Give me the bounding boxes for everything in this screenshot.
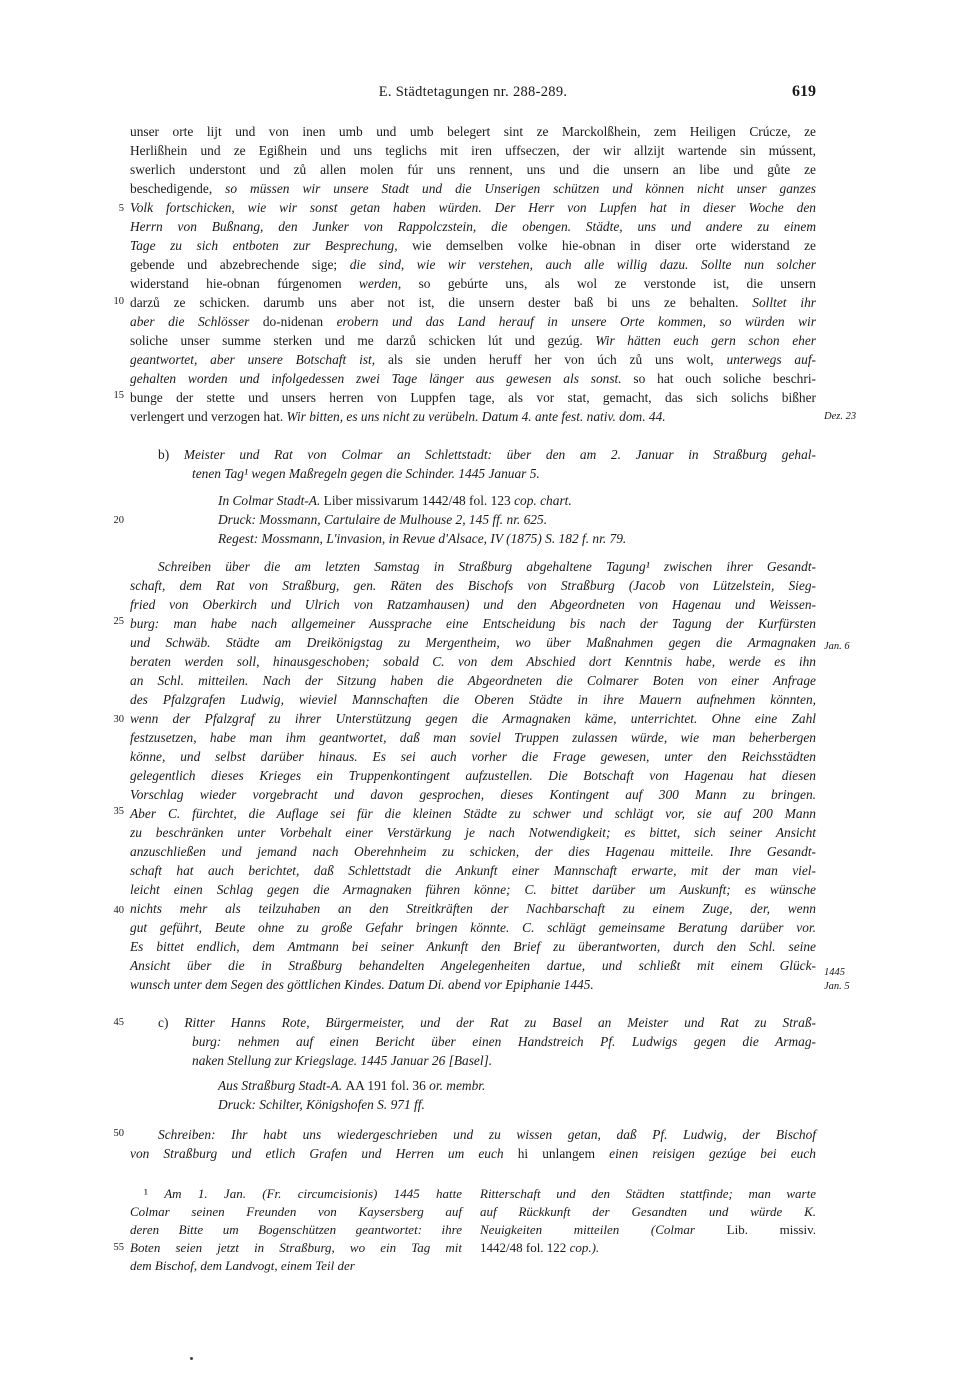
- section-heading: burg: nehmen auf einen Bericht über einen Handstreich Pf. Ludwigs gegen die Armag-: [192, 1034, 816, 1049]
- footnote-line: ¹ Am 1. Jan. (Fr. circumcisionis) 1445 hatte: [144, 1186, 462, 1201]
- line-number: 20: [113, 515, 124, 526]
- summary-line: Aber C. fürchtet, die Auflage sei für die kleinen Städte zu schwer und schlägt vor, sie auf 200 Mann: [130, 806, 816, 821]
- text-line: verlengert und verzogen hat. Wir bitten, es uns nicht zu verübeln. Datum 4. ante fest. nativ. dom. 44.: [130, 409, 666, 424]
- line-number: 50: [113, 1128, 124, 1139]
- line-number: 25: [113, 616, 124, 627]
- text-line: gehalten worden und infolgedessen zwei Tage länger aus gewesen als sonst. so hat ouch soliche beschri-: [130, 371, 816, 386]
- margin-date-note: Dez. 23: [824, 411, 857, 422]
- summary-line: fried von Oberkirch und Ulrich von Ratzamhausen) und den Abgeordneten von Hagenau und Weissen-: [130, 597, 816, 612]
- margin-year-note: 1445: [824, 967, 845, 978]
- section-heading: c) Ritter Hanns Rote, Bürgermeister, und der Rat zu Basel an Meister und Rat zu Straß-: [158, 1015, 816, 1030]
- text-line: Schreiben: Ihr habt uns wiedergeschrieben und zu wissen getan, daß Pf. Ludwig, der Bischof: [158, 1127, 816, 1142]
- summary-line: schaft hat auch berichtet, daß Schlettstadt die Ankunft einer Mannschaft erwarte, mit der man viel-: [130, 863, 816, 878]
- text-line: Tage zu sich entboten zur Besprechung, wie demselben volke hie-obnan in diser orte widerstand ze: [130, 238, 816, 253]
- text-line: bunge der stette und unsers herren von Luppfen tage, als vor stat, gemacht, das sich solichs bißher: [130, 390, 816, 405]
- footnote-line: Ritterschaft und den Städten stattfinde; man warte: [480, 1186, 816, 1201]
- summary-line: burg: man habe nach allgemeiner Aussprache eine Entscheidung bis nach der Tagung der Kurfürsten: [130, 616, 816, 631]
- print-speck: [190, 1357, 193, 1360]
- section-heading: b) Meister und Rat von Colmar an Schlettstadt: über den am 2. Januar in Straßburg gehal-: [158, 447, 816, 462]
- section-heading: naken Stellung zur Kriegslage. 1445 Januar 26 [Basel].: [192, 1053, 493, 1068]
- summary-line: Schreiben über die am letzten Samstag in Straßburg abgehaltene Tagung¹ zwischen ihrer Gesandt-: [158, 559, 816, 574]
- line-number: 10: [113, 296, 124, 307]
- text-line: unser orte lijt und von inen umb und umb belegert sint ze Marckolßhein, zem Heiligen Crúcze, ze: [130, 124, 816, 139]
- margin-date-note: Jan. 6: [824, 641, 850, 652]
- summary-line: Vorschlag wieder vorgebracht und davon gesprochen, dieses Kontingent auf 300 Mann zu bringen.: [130, 787, 816, 802]
- text-line: von Straßburg und etlich Grafen und Herren um euch hi unlangem einen reisigen gezúge bei euch: [130, 1146, 816, 1161]
- line-number: 45: [113, 1017, 124, 1028]
- footnote-line: Neuigkeiten mitteilen (Colmar Lib. missiv.: [480, 1222, 816, 1237]
- text-line: Herlißhein und ze Egißhein und uns teglichs mit iren uffseczen, der wir allzijt wartende sin mússent,: [130, 143, 816, 158]
- footnote-line: Boten seien jetzt in Straßburg, wo ein Tag mit: [130, 1240, 462, 1255]
- page-number: 619: [792, 83, 816, 100]
- source-line: Druck: Schilter, Königshofen S. 971 ff.: [218, 1097, 425, 1112]
- summary-line: wunsch unter dem Segen des göttlichen Kindes. Datum Di. abend vor Epiphanie 1445.: [130, 977, 594, 992]
- summary-line: und Schwäb. Städte am Dreikönigstag zu Mergentheim, wo über Maßnahmen gegen die Armagnaken: [130, 635, 816, 650]
- text-line: Herrn von Bußnang, den Junker von Rappolczstein, die obengen. Städte, uns und andere zu einem: [130, 219, 816, 234]
- text-line: Volk fortschicken, wie wir sonst getan haben würden. Der Herr von Lupfen hat in dieser Woche den: [130, 200, 816, 215]
- running-header: [130, 84, 816, 106]
- text-line: darzů ze schicken. darumb uns aber not ist, die unsern dester baß bi uns ze behalten. Solltet ihr: [130, 295, 816, 310]
- source-line: Aus Straßburg Stadt-A. AA 191 fol. 36 or. membr.: [218, 1078, 486, 1093]
- summary-line: des Pfalzgrafen Ludwig, wieviel Mannschaften die Oberen Städte in ihre Mauern aufnehmen könnten,: [130, 692, 816, 707]
- summary-line: Es bittet endlich, dem Amtmann bei seiner Ankunft den Brief zu überantworten, durch den Schl. seine: [130, 939, 816, 954]
- text-line: gebende und abzebrechende sige; die sind, wie wir verstehen, auch alle willig dazu. Sollte nun solcher: [130, 257, 817, 272]
- line-number: 35: [113, 806, 124, 817]
- footnote-line: auf Rückkunft der Gesandten und würde K.: [480, 1204, 816, 1219]
- summary-line: Ansicht über die in Straßburg behandelten Angelegenheiten dartue, und schließt mit einem Glück-: [130, 958, 816, 973]
- source-line: In Colmar Stadt-A. Liber missivarum 1442/48 fol. 123 cop. chart.: [218, 493, 572, 508]
- footnote-line: dem Bischof, dem Landvogt, einem Teil der: [130, 1258, 355, 1273]
- line-number: 40: [113, 905, 124, 916]
- summary-line: gut geführt, Beute ohne zu große Gefahr bringen könnte. C. schlägt gemeinsame Beratung darüber vor.: [130, 920, 816, 935]
- source-line: Druck: Mossmann, Cartulaire de Mulhouse 2, 145 ff. nr. 625.: [218, 512, 548, 527]
- summary-line: könne, und selbst darüber hinaus. Es sei auch vorher die Frage gewesen, unter den Reichsstädten: [130, 749, 816, 764]
- summary-line: wenn der Pfalzgraf zu ihrer Unterstützung gegen die Armagnaken käme, unterrichtet. Ohne eine Zahl: [130, 711, 816, 726]
- summary-line: zu beschränken unter Vorbehalt einer Verstärkung je nach Notwendigkeit; es bittet, sich seiner Ansicht: [130, 825, 816, 840]
- summary-line: anzuschließen und jemand nach Oberehnheim zu schicken, der dies Hagenau mitteile. Ihre Gesandt-: [130, 844, 816, 859]
- summary-line: schaft, dem Rat von Straßburg, gen. Räten des Bischofs von Straßburg (Jacob von Lützelstein, Sieg-: [130, 578, 816, 593]
- text-line: widerstand hie-obnan fúrgenomen werden, so gebúrte uns, als wol ze verstonde ist, die unsern: [130, 276, 816, 291]
- running-title: E. Städtetagungen nr. 288-289.: [378, 84, 568, 100]
- text-line: soliche unser summe sterken und me darzů schicken lút und gezúg. Wir hätten euch gern schon eher: [130, 333, 816, 348]
- summary-line: festzusetzen, habe man ihm geantwortet, daß man soviel Truppen zulassen würde, wie man beherbergen: [130, 730, 816, 745]
- summary-line: gelegentlich dieses Krieges ein Truppenkontingent aufzustellen. Die Botschaft von Hagenau hat diesen: [130, 768, 816, 783]
- section-heading: tenen Tag¹ wegen Maßregeln gegen die Schinder. 1445 Januar 5.: [192, 466, 540, 481]
- source-line: Regest: Mossmann, L'invasion, in Revue d'Alsace, IV (1875) S. 182 f. nr. 79.: [218, 531, 627, 546]
- line-number: 30: [113, 714, 124, 725]
- text-line: swerlich understont und zů allen molen fúr uns rennent, uns und die unsern an libe und gůte ze: [130, 162, 816, 177]
- summary-line: an Schl. mitteilen. Nach der Sitzung haben die Abgeordneten die Colmarer Boten von einer Anfrage: [130, 673, 816, 688]
- text-line: beschedigende, so müssen wir unsere Stadt und die Unserigen schützen und können nicht unser ganzes: [130, 181, 816, 196]
- footnote-line: 1442/48 fol. 122 cop.).: [480, 1240, 600, 1255]
- margin-date-note: Jan. 5: [824, 981, 850, 992]
- summary-line: nichts mehr als teilzuhaben an den Streitkräften der Nachbarschaft zu einem Zuge, der, wenn: [130, 901, 816, 916]
- line-number: 55: [113, 1242, 124, 1253]
- text-line: aber die Schlösser do-nidenan erobern und das Land herauf in unsere Orte kommen, so würden wir: [130, 314, 816, 329]
- text-line: geantwortet, aber unsere Botschaft ist, als sie unden heruff her von úch zů uns wolt, unterwegs auf-: [130, 352, 816, 367]
- footnote-line: deren Bitte um Bogenschützen geantwortet: ihre: [130, 1222, 462, 1237]
- line-number: 15: [113, 390, 124, 401]
- line-number: 5: [118, 203, 124, 214]
- footnote-line: Colmar seinen Freunden von Kaysersberg auf: [130, 1204, 462, 1219]
- summary-line: beraten werden soll, hinausgeschoben; sobald C. von dem Abschied dort Kenntnis habe, werde es ihn: [130, 654, 816, 669]
- summary-line: leicht einen Schlag gegen die Armagnaken führen könne; C. bittet darüber um Auskunft; es wünsche: [130, 882, 816, 897]
